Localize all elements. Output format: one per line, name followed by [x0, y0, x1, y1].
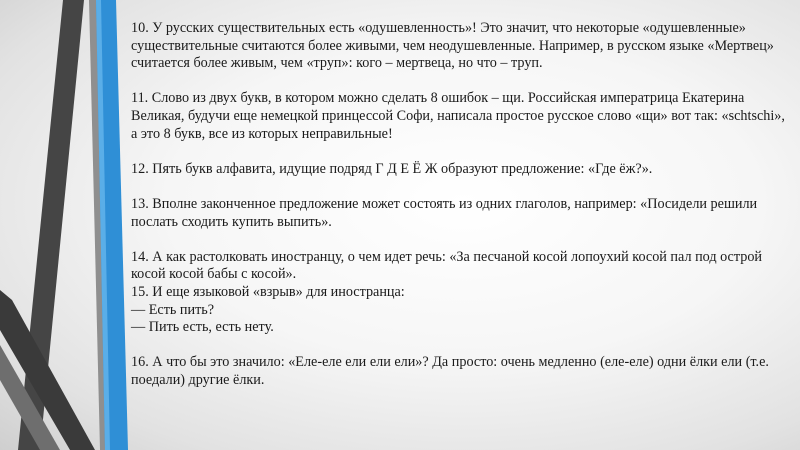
- spacer: [131, 178, 786, 196]
- paragraph-14: 14. А как растолковать иностранцу, о чем идет речь: «За песчаной косой лопоухий косой пал под острой косой косой бабы с косой».: [131, 248, 763, 283]
- spacer: [131, 231, 786, 249]
- spacer: [131, 143, 786, 161]
- paragraph-11: 11. Слово из двух букв, в котором можно сделать 8 ошибок – щи. Российская императрица Екатерина Великая, будучи еще немецкой принцессой Софи, написала простое русское слово «щи» вот так: «schtschi», а это 8 букв, все из которых неправильные!: [131, 90, 785, 142]
- slide-text: [131, 20, 786, 389]
- paragraph-13: 13. Вполне законченное предложение может состоять из одних глаголов, например: «Посидели решили послать сходить купить выпить».: [131, 195, 758, 230]
- paragraph-10: 10. У русских существительных есть «одушевленность»! Это значит, что некоторые «одушевленные» существительные считаются более живыми, чем неодушевленные. Например, в русском языке «Мертвец» считается более живым, чем «труп»: кого – мертвеца, но что – труп.: [131, 20, 774, 72]
- dialogue-line-1: — Есть пить?: [131, 301, 215, 318]
- paragraph-15: 15. И еще языковой «взрыв» для иностранца:: [131, 283, 405, 300]
- spacer: [131, 73, 786, 91]
- paragraph-16: 16. А что бы это значило: «Еле-еле ели ели ели»? Да просто: очень медленно (еле-еле) одни ёлки ели (т.е. поедали) другие ёлки.: [131, 354, 769, 388]
- paragraph-12: 12. Пять букв алфавита, идущие подряд Г Д Е Ё Ж образуют предложение: «Где ёж?».: [131, 160, 653, 177]
- dialogue-line-2: — Пить есть, есть нету.: [131, 319, 274, 336]
- spacer: [131, 337, 786, 355]
